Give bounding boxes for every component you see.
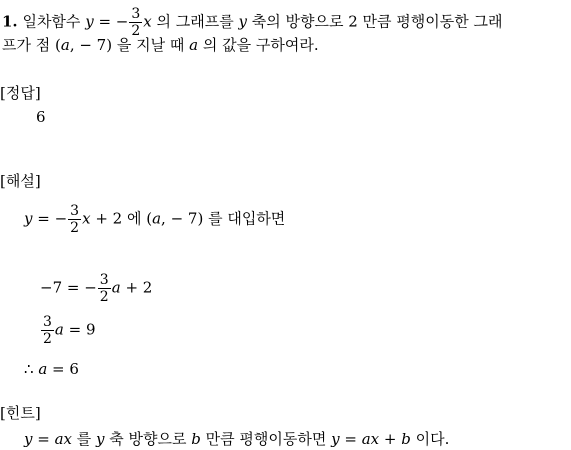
fraction: $\frac{3}{2}$ (99, 272, 109, 305)
answer-heading: [정답] (0, 84, 41, 102)
fraction: $\frac{3}{2}$ (70, 203, 80, 236)
problem-line-1: 1. 일차함수 y = − $\frac{3}{2}$ x 의 그래프를 y 축의 방향으로 2 만큼 평행이동한 그래 (2, 6, 503, 39)
fraction: $\frac{3}{2}$ (43, 314, 52, 347)
answer-value: 6 (36, 108, 46, 126)
solution-line-2: −7 = − $\frac{3}{2}$ a + 2 (40, 272, 153, 305)
hint-line: y = ax 를 y 축 방향으로 b 만큼 평행이동하면 y = ax + b 이다. (24, 430, 450, 448)
solution-line-3: $\frac{3}{2}$ a = 9 (43, 314, 96, 347)
solution-line-1: y = − $\frac{3}{2}$ x + 2 에 (a, − 7) 를 대입하면 (24, 203, 286, 236)
hint-heading: [힌트] (0, 404, 41, 422)
problem-line-2: 프가 점 (a, − 7) 을 지날 때 a 의 값을 구하여라. (2, 36, 319, 54)
fraction: $\frac{3}{2}$ (131, 6, 141, 39)
problem-number: 1. (2, 12, 18, 31)
solution-line-4: ∴ a = 6 (24, 360, 79, 378)
solution-heading: [해설] (0, 172, 41, 190)
